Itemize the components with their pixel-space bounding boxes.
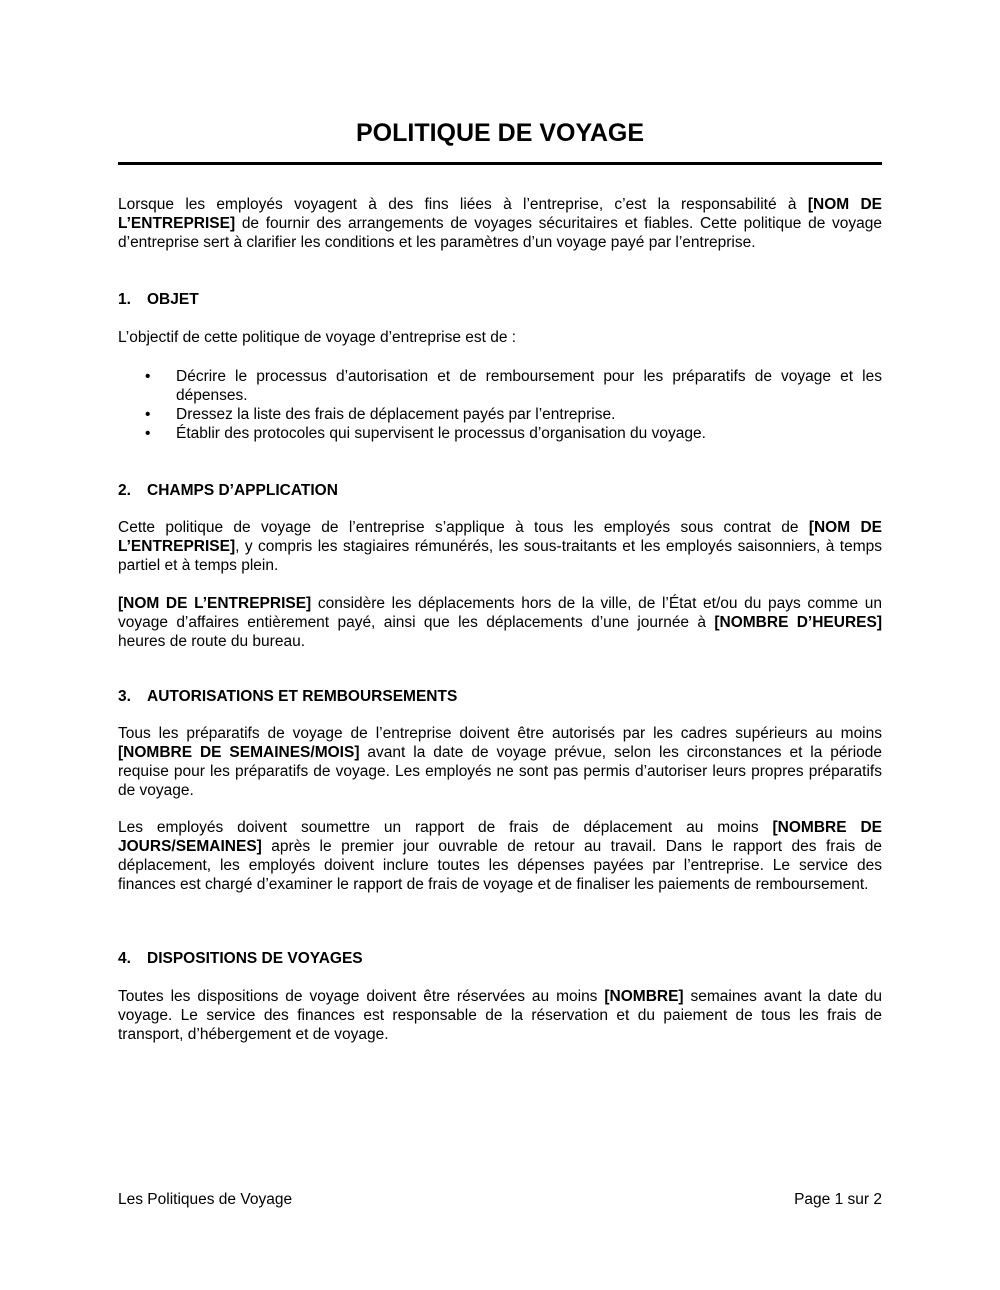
footer-page-number: Page 1 sur 2 [794,1191,882,1208]
bullet-icon: • [145,406,151,423]
footer-document-name: Les Politiques de Voyage [118,1191,293,1208]
section-title: CHAMPS D’APPLICATION [147,482,338,499]
bullet-icon: • [145,425,151,442]
list-item: • Décrire le processus d’autorisation et de remboursement pour les préparatifs de voyage et les dépenses. [145,368,882,404]
placeholder-field: [NOMBRE] [604,988,684,1005]
document-title: POLITIQUE DE VOYAGE [355,119,645,147]
placeholder-field: [NOM DE L’ENTREPRISE] [118,519,882,555]
champs-paragraph-1: Cette politique de voyage de l’entreprise s’applique à tous les employés sous contrat de [NOM DE L’ENTREPRISE], y compris les stagiaires rémunérés, les sous-traitants et les employés saisonniers, à temps partiel et à temps plein. [118,519,882,574]
champs-paragraph-2: [NOM DE L’ENTREPRISE] considère les déplacements hors de la ville, de l’État et/ou du pays comme un voyage d’affaires entièrement payé, ainsi que les déplacements d’une journée à [NOMBRE D’HEURES] heures de route du bureau. [118,595,882,650]
section-number: 2. [118,482,131,499]
list-item: • Dressez la liste des frais de déplacement payés par l’entreprise. [145,406,616,423]
section-heading-dispositions [118,949,363,968]
bullet-icon: • [145,368,151,385]
section-number: 4. [118,950,131,967]
document-page [118,0,882,1290]
autorisations-paragraph-1: Tous les préparatifs de voyage de l’entreprise doivent être autorisés par les cadres supérieurs au moins [NOMBRE DE SEMAINES/MOIS] avant la date de voyage prévue, selon les circonstances et la période requise pour les préparatifs de voyage. Les employés ne sont pas permis d’autoriser leurs propres préparatifs de voyage. [118,725,883,799]
section-heading-champs [118,481,338,500]
objet-bullet-list [118,367,882,443]
section-heading-autorisations [118,687,457,706]
section-title: OBJET [147,291,199,308]
section-number: 3. [118,688,131,705]
dispositions-paragraph: Toutes les dispositions de voyage doivent être réservées au moins [NOMBRE] semaines avant la date du voyage. Le service des finances est responsable de la réservation et du paiement de tous les frais de transport, d’hébergement et de voyage. [118,988,882,1043]
autorisations-paragraph-2: Les employés doivent soumettre un rapport de frais de déplacement au moins [NOMBRE DE JOURS/SEMAINES] après le premier jour ouvrable de retour au travail. Dans le rapport des frais de déplacement, les employés doivent inclure toutes les dépenses payées par l’entreprise. Le service des finances est chargé d’examiner le rapport de frais de voyage et de finaliser les paiements de remboursement. [118,819,882,893]
placeholder-field: [NOMBRE DE JOURS/SEMAINES] [118,819,882,855]
placeholder-field: [NOM DE L’ENTREPRISE] [118,595,312,612]
section-heading-objet [118,290,199,309]
placeholder-field: [NOMBRE DE SEMAINES/MOIS] [118,744,360,761]
placeholder-field: [NOMBRE D’HEURES] [714,614,882,631]
section-title: DISPOSITIONS DE VOYAGES [147,950,363,967]
title-divider [118,162,882,165]
section-title: AUTORISATIONS ET REMBOURSEMENTS [147,688,458,705]
intro-paragraph: Lorsque les employés voyagent à des fins liées à l’entreprise, c’est la responsabilité à [NOM DE L’ENTREPRISE] de fournir des arrangements de voyages sécuritaires et fiables. Cette politique de voyage d’entreprise sert à clarifier les conditions et les paramètres d’un voyage payé par l’entreprise. [118,196,883,251]
section-number: 1. [118,291,131,308]
list-item: • Établir des protocoles qui supervisent le processus d’organisation du voyage. [145,425,706,442]
placeholder-field: [NOM DE L’ENTREPRISE] [118,196,883,232]
objet-intro: L’objectif de cette politique de voyage d’entreprise est de : [118,329,517,346]
